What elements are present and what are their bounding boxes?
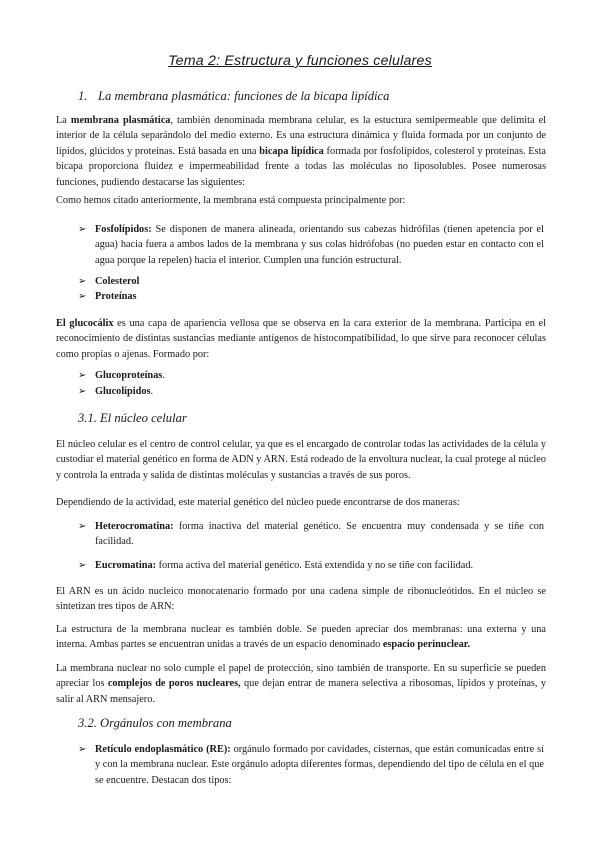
nuclear-pores-paragraph: [56, 661, 546, 707]
list-item-proteinas: [78, 289, 544, 304]
poros-nucleares-bold: complejos de poros nucleares,: [107, 678, 241, 690]
arrow-bullet-icon: ➢: [78, 744, 87, 755]
nucleus-paragraph: El núcleo celular es el centro de control celular, ya que es el encargado de controlar todas las actividades de la célula y custodiar el material genético en forma de ADN y ARN. Está rodeado de la envoltura nuclear, la cual protege al núcleo y controla la entrada y salida de distintas moléculas y sustancias a través de sus poros.: [56, 439, 546, 481]
list-item-body: .: [162, 370, 165, 381]
list-item-bold: Proteínas: [95, 291, 137, 302]
list-item-bold: Glucolípidos: [95, 386, 151, 397]
list-item-eucromatina: [78, 558, 544, 573]
intro-text-2: , también denominada membrana celular, es la estuctura semipermeable que delimita el interior de la célula separándolo del medio externo. Es una estructura dinámica y fluida formada por un conjunto de lípidos, glúcidos y proteínas. Está basada en una: [56, 115, 546, 157]
list-item-bold: Retículo endoplasmático (RE):: [95, 744, 231, 755]
list-item-bold: Colesterol: [95, 276, 140, 287]
paragraph-text: La membrana nuclear no solo cumple el papel de protección, sino también de transporte. En su superficie se pueden apreciar los: [56, 663, 546, 690]
list-item-body: orgánulo formado por cavidades, cisternas, que están comunicadas entre sí y con la membrana nuclear. Este orgánulo adopta diferentes formas, dependiendo del tipo de célula en el que se encuentre. Destacan dos tipos:: [95, 744, 544, 786]
paragraph-text: que dejan entrar de manera selectiva a ribosomas, lípidos y proteínas, y salir al ARN mensajero.: [56, 678, 546, 705]
arrow-bullet-icon: ➢: [78, 291, 87, 302]
section-3-2-heading: 3.2. Orgánulos con membrana: [78, 716, 232, 730]
list-item-body: forma activa del material genético. Está extendida y no se tiñe con facilidad.: [156, 560, 474, 571]
intro-text-1: La: [56, 115, 71, 126]
list-item-bold: Eucromatina:: [95, 560, 157, 571]
nuclear-membrane-paragraph: [56, 622, 546, 653]
list-item-body: Se disponen de manera alineada, orientando sus cabezas hidrófilas (tienen apetencia por el agua) hacia fuera a ambos lados de la membrana y sus colas hidrófobas (no pueden estar en contacto con el agua porque la repelen) hacia el interior. Cumplen una función estructural.: [95, 224, 544, 266]
arrow-bullet-icon: ➢: [78, 370, 87, 381]
list-item-text: [95, 368, 544, 383]
list-item-bold: Glucoproteínas: [95, 370, 163, 381]
list-item-text: [95, 558, 544, 573]
list-item-bold: Fosfolípidos:: [95, 224, 152, 235]
list-item-body: forma inactiva del material genético. Se encuentra muy condensada y se tiñe con facilidad.: [95, 521, 544, 548]
document-title: Tema 2: Estructura y funciones celulares: [168, 53, 432, 69]
list-item-colesterol: [78, 274, 544, 289]
list-item-text: [95, 384, 544, 399]
list-item-bold: Heterocromatina:: [95, 521, 174, 532]
glucocalix-paragraph: [56, 316, 546, 362]
glucocalix-bold: El glucocálix: [56, 318, 114, 329]
list-item-text: [95, 289, 544, 304]
glucocalix-text: es una capa de apariencia vellosa que se observa en la cara exterior de la membrana. Participa en el reconocimiento de distintas sustancias mediante antígenos de histocompatibilidad, lo que sirve para reconocer células como propias o ajenas. Formado por:: [56, 318, 546, 360]
section-1-heading-text: La membrana plasmática: funciones de la bicapa lipídica: [98, 89, 390, 103]
composition-paragraph: Como hemos citado anteriormente, la membrana está compuesta principalmente por:: [56, 195, 406, 206]
arrow-bullet-icon: ➢: [78, 386, 87, 397]
intro-bold-2: bicapa lipídica: [259, 145, 324, 157]
list-item-heterocromatina: [78, 519, 544, 550]
list-item-glucoproteinas: [78, 368, 544, 383]
arrow-bullet-icon: ➢: [78, 224, 87, 235]
section-1-number: 1.: [78, 89, 88, 103]
list-item-text: [95, 742, 544, 788]
paragraph-text: La estructura de la membrana nuclear es también doble. Se pueden apreciar dos membranas: una externa y una interna. Ambas partes se encuentran unidas a través de un espacio denominado: [56, 624, 546, 651]
membrane-intro-paragraph: [56, 113, 546, 190]
list-item-text: [95, 519, 544, 550]
arn-paragraph: El ARN es un ácido nucleico monocatenario formado por una cadena simple de ribonucleótidos. En el núcleo se sintetizan tres tipos de ARN:: [56, 586, 546, 613]
list-item-text: [95, 274, 544, 289]
arrow-bullet-icon: ➢: [78, 521, 87, 532]
list-item-reticulo-endoplasmatico: [78, 742, 544, 788]
section-1-heading: [78, 88, 389, 104]
arrow-bullet-icon: ➢: [78, 560, 87, 571]
list-item-text: [95, 222, 544, 268]
intro-text-3: formada por fosfolípidos, colesterol y proteínas. Esta bicapa proporciona fluidez e impermeabilidad frente a todas las moléculas no liposolubles. Posee numerosas funciones, pudiendo destacarse las siguientes:: [56, 145, 546, 188]
genetic-material-paragraph: Dependiendo de la actividad, este material genético del núcleo puede encontrarse de dos maneras:: [56, 497, 460, 508]
list-item-body: .: [150, 386, 154, 397]
arrow-bullet-icon: ➢: [78, 276, 87, 287]
list-item-glucolipidos: [78, 384, 544, 399]
list-item-fosfolipidos: [78, 222, 544, 268]
section-3-1-heading: 3.1. El núcleo celular: [78, 411, 187, 425]
espacio-perinuclear-bold: espacio perinuclear.: [382, 639, 470, 651]
intro-bold-1: membrana plasmática: [70, 115, 171, 126]
